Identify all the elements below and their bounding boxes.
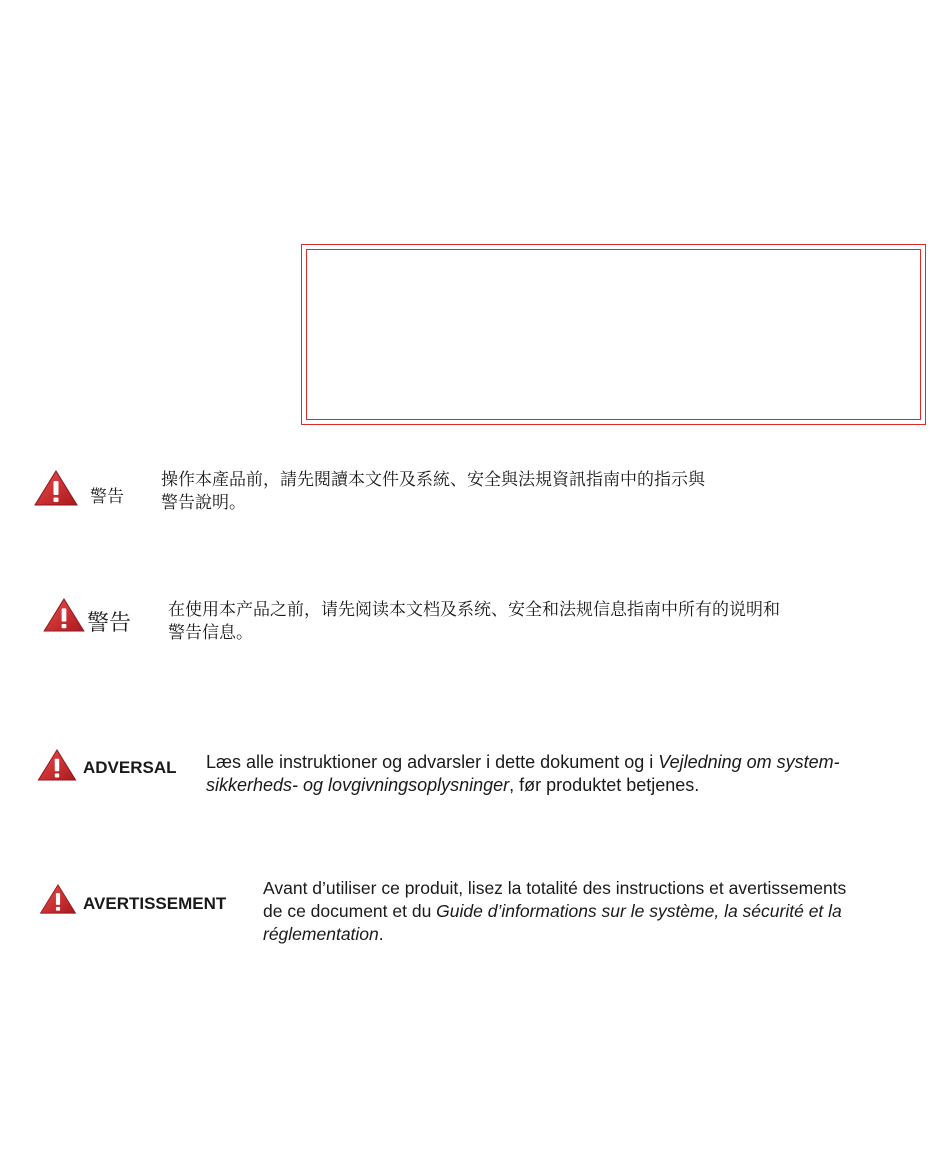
text-run: de ce document et du — [263, 901, 437, 921]
text-run: Læs alle instruktioner og advarsler i dette dokument og i — [206, 752, 659, 772]
warning-label: AVERTISSEMENT — [83, 894, 227, 913]
document-title-italic: Guide d’informations sur le système, la sécurité et la — [436, 901, 842, 921]
warning-text — [161, 469, 705, 515]
warning-triangle-icon — [39, 884, 77, 914]
warning-text — [263, 877, 846, 946]
warning-text-line: 在使用本产品之前，请先阅读本文档及系统、安全和法规信息指南中所有的说明和 — [168, 600, 780, 620]
warning-text — [168, 599, 780, 645]
warning-triangle-icon — [37, 749, 77, 781]
warning-label: 警告 — [90, 487, 124, 507]
warning-text-line: 警告說明。 — [161, 493, 246, 513]
text-run: , før produktet betjenes. — [509, 775, 700, 795]
warning-triangle-icon — [34, 470, 78, 506]
document-title-italic: réglementation — [263, 924, 379, 944]
warning-text-line — [263, 923, 846, 946]
warning-label: ADVERSAL — [83, 758, 177, 777]
warning-text — [206, 751, 840, 797]
warning-text-line: 警告信息。 — [168, 623, 253, 643]
text-run: . — [378, 924, 384, 944]
document-title-italic: Vejledning om system- — [658, 752, 840, 772]
warning-triangle-icon — [43, 598, 85, 632]
warning-text-line — [206, 774, 840, 797]
document-title-italic: sikkerheds- og lovgivningsoplysninger — [206, 775, 510, 795]
empty-red-frame-inner — [306, 249, 921, 420]
warning-text-line — [206, 751, 840, 774]
warning-text-line: 操作本產品前，請先閱讀本文件及系統、安全與法規資訊指南中的指示與 — [161, 470, 705, 490]
warning-label: 警告 — [87, 611, 132, 636]
warning-text-line: Avant d’utiliser ce produit, lisez la totalité des instructions et avertissements — [263, 878, 847, 898]
empty-red-frame — [301, 244, 926, 425]
warning-text-line — [263, 900, 846, 923]
